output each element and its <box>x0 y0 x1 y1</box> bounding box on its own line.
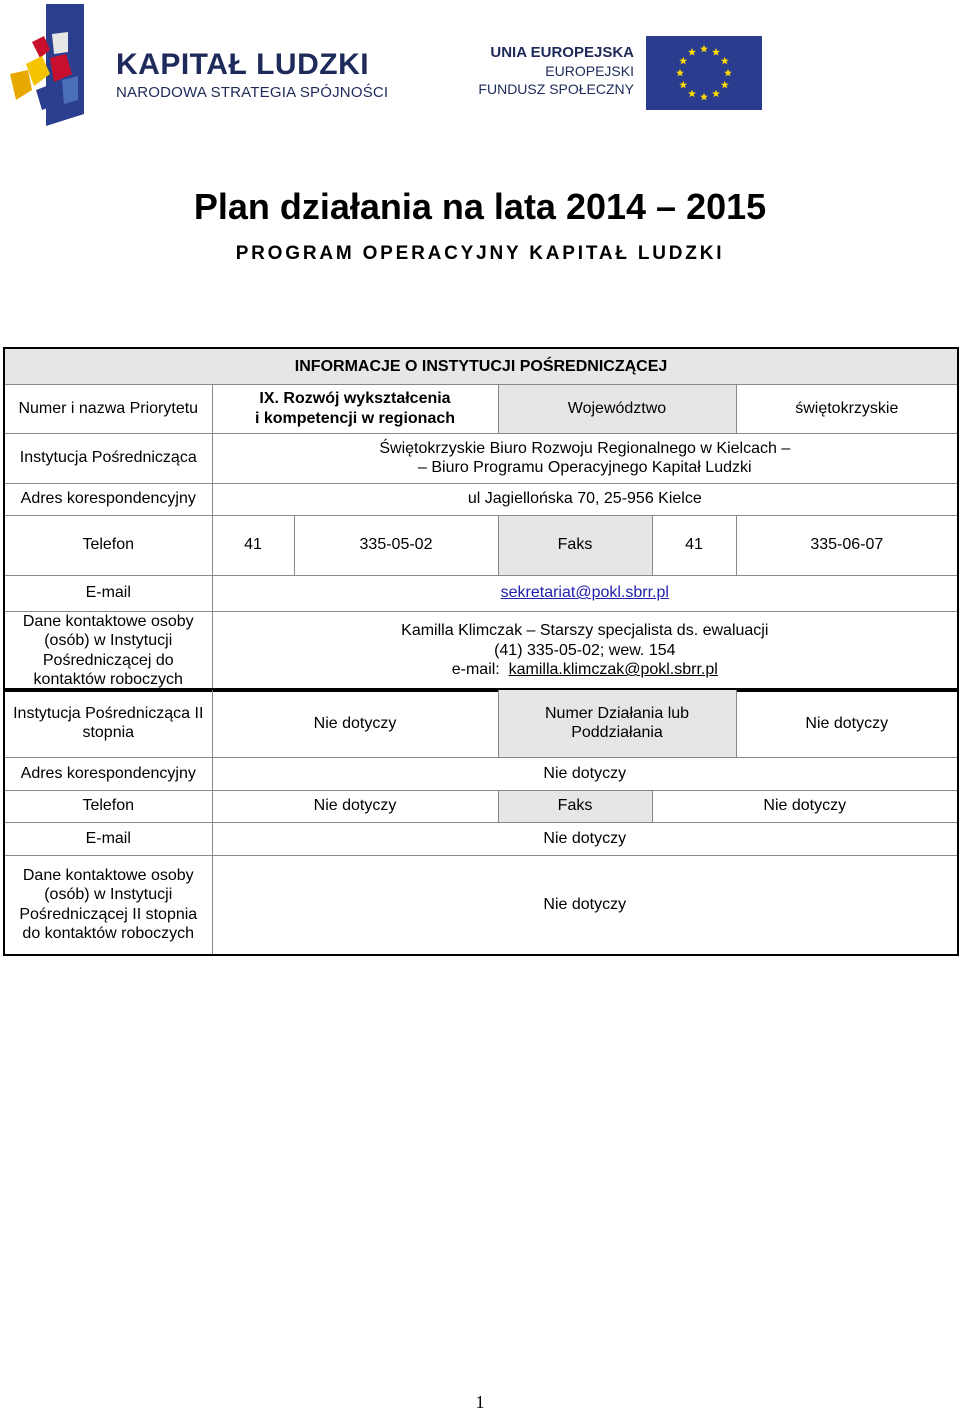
ip2-contact-value: Nie dotyczy <box>212 855 958 955</box>
ip2-phone-label: Telefon <box>4 790 212 822</box>
ip-value <box>212 433 958 483</box>
email-value <box>212 575 958 611</box>
fax-prefix: 41 <box>652 515 736 575</box>
contact-email-link[interactable]: kamilla.klimczak@pokl.sbrr.pl <box>508 661 718 679</box>
phone-label: Telefon <box>4 515 212 575</box>
ip2-phone-value: Nie dotyczy <box>212 790 498 822</box>
ip2-value: Nie dotyczy <box>212 689 498 757</box>
measure-label: Numer Działania lub Poddziałania <box>498 689 736 757</box>
ip2-address-label: Adres korespondencyjny <box>4 757 212 790</box>
contact-person: Kamilla Klimczak – Starszy specjalista ds. ewaluacji <box>401 622 769 640</box>
kapital-ludzki-title: KAPITAŁ LUDZKI <box>116 48 370 81</box>
ip2-contact-label: Dane kontaktowe osoby (osób) w Instytucji Pośredniczącej II stopnia do kontaktów roboczych <box>4 855 212 955</box>
address-label: Adres korespondencyjny <box>4 483 212 515</box>
ip-info-table <box>3 347 959 692</box>
voivodeship-value: świętokrzyskie <box>736 384 958 433</box>
measure-value: Nie dotyczy <box>736 689 958 757</box>
address-value: ul Jagiellońska 70, 25-956 Kielce <box>212 483 958 515</box>
ip-value-line1: Świętokrzyskie Biuro Rozwoju Regionalnego w Kielcach – <box>379 439 791 457</box>
ip2-email-value: Nie dotyczy <box>212 822 958 855</box>
fax-number: 335-06-07 <box>736 515 958 575</box>
ip2-fax-label: Faks <box>498 790 652 822</box>
eu-logo <box>470 36 762 112</box>
contact-phone: (41) 335-05-02; wew. 154 <box>494 641 676 659</box>
ip-label: Instytucja Pośrednicząca <box>4 433 212 483</box>
document-title: Plan działania na lata 2014 – 2015 <box>193 186 767 227</box>
kapital-ludzki-logo <box>6 4 389 126</box>
kapital-ludzki-mark-icon <box>6 4 102 126</box>
ip2-address-value: Nie dotyczy <box>212 757 958 790</box>
contact-email <box>217 660 954 680</box>
section-header: INFORMACJE O INSTYTUCJI POŚREDNICZĄCEJ <box>4 348 958 384</box>
ip2-label: Instytucja Pośrednicząca II stopnia <box>4 689 212 757</box>
document-subtitle: PROGRAM OPERACYJNY KAPITAŁ LUDZKI <box>235 243 725 264</box>
contact-email-prefix: e-mail: <box>451 661 509 679</box>
priority-value-line1: IX. Rozwój wykształcenia <box>259 390 451 407</box>
priority-value-line2: i kompetencji w regionach <box>254 409 456 427</box>
email-label: E-mail <box>4 575 212 611</box>
eu-logo-text <box>478 44 634 98</box>
phone-number: 335-05-02 <box>294 515 498 575</box>
eu-logo-line3: FUNDUSZ SPOŁECZNY <box>478 81 634 97</box>
eu-logo-line1: UNIA EUROPEJSKA <box>490 44 634 61</box>
voivodeship-label: Województwo <box>498 384 736 433</box>
email-link[interactable]: sekretariat@pokl.sbrr.pl <box>500 584 669 602</box>
eu-flag-icon <box>646 36 762 110</box>
ip2-email-label: E-mail <box>4 822 212 855</box>
fax-label: Faks <box>498 515 652 575</box>
contact-label: Dane kontaktowe osoby (osób) w Instytucji Pośredniczącej do kontaktów roboczych <box>4 611 212 691</box>
priority-label: Numer i nazwa Priorytetu <box>4 384 212 433</box>
phone-prefix: 41 <box>212 515 294 575</box>
priority-value <box>212 384 498 433</box>
contact-value <box>212 611 958 691</box>
ip2-fax-value: Nie dotyczy <box>652 790 958 822</box>
kapital-ludzki-subtitle: NARODOWA STRATEGIA SPÓJNOŚCI <box>116 84 389 101</box>
ip-value-line2: – Biuro Programu Operacyjnego Kapitał Ludzki <box>418 459 752 476</box>
page-number: 1 <box>475 1392 485 1412</box>
eu-logo-line2: EUROPEJSKI <box>545 63 634 79</box>
ip2-info-table <box>3 688 959 956</box>
